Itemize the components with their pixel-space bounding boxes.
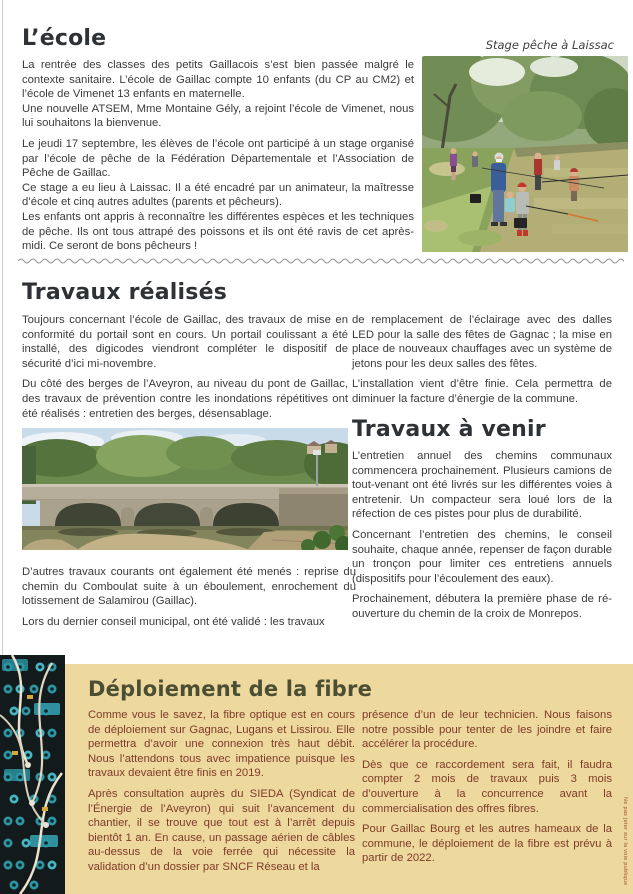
paragraph: L’entretien annuel des chemins communaux commencera prochainement. Plusieurs camions de tout-venant ont été livrés sur les différentes voies à entretenir. Un compacteur sera loué lors de la réfection de ces pistes pour plus de durabilité. <box>352 450 612 521</box>
photo-caption-stage-peche: Stage pêche à Laissac <box>485 38 614 52</box>
section-title-travaux-avenir: Travaux à venir <box>352 417 546 442</box>
paragraph: Ce stage a eu lieu à Laissac. Il a été encadré par un animateur, la maîtresse d’école et cinq autres adultes (parents et pêcheurs). <box>22 181 414 209</box>
paragraph: Lors du dernier conseil municipal, ont été validé : les travaux <box>22 615 325 628</box>
paragraph: Comme vous le savez, la fibre optique est en cours de déploiement sur Gagnac, Lugans et Lissirou. Elle permettra d’avoir une connexion très haut débit. Nous l’attendons tous avec impatience puisque les travaux devaient être finis en 2019. <box>88 709 355 780</box>
paragraph: La rentrée des classes des petits Gaillacois s’est bien passée malgré le contexte sanitaire. L’école de Gaillac compte 10 enfants (du CP au CM2) et l’école de Vimenet 13 enfants en maternelle. <box>22 59 414 101</box>
section-title-ecole: L’école <box>22 26 107 51</box>
vertical-note: Ne pas jeter sur la voie publique <box>622 797 628 886</box>
paragraph: Concernant l’entretien des chemins, le conseil souhaite, chaque année, repenser de façon durable un tronçon pour limiter ces entretiens annuels (dispositifs pour l’écoulement des eaux). <box>352 528 612 585</box>
travaux-left-column <box>22 313 348 421</box>
page-left-edge <box>2 0 3 658</box>
fibre-right-column <box>362 708 612 866</box>
fishing-at-pond-photo <box>422 56 628 252</box>
section-title-fibre: Déploiement de la fibre <box>88 677 373 701</box>
travaux-right-column <box>352 313 612 407</box>
paragraph: Une nouvelle ATSEM, Mme Montaine Gély, a rejoint l’école de Vimenet, nous lui souhaitons la bienvenue. <box>22 102 414 130</box>
travaux-avenir-column <box>352 449 612 622</box>
paragraph: Le jeudi 17 septembre, les élèves de l’école ont participé à un stage organisé par l’école de pêche de la Fédération Départementale et l’Association de Pêche de Gaillac. <box>22 137 414 180</box>
section-title-travaux-realises: Travaux réalisés <box>22 280 227 305</box>
paragraph: Dès que ce raccordement sera fait, il faudra compter 2 mois de travaux puis 3 mois d’ouverture à la concurrence avant la commercialisation des offres fibres. <box>362 758 612 815</box>
gaillac-bridge-photo <box>22 428 348 550</box>
paragraph: D’autres travaux courants ont également été menés : reprise du chemin du Comboulat suite à un éboulement, enrochement du lotissement de Salamirou (Gaillac). <box>22 566 356 608</box>
paragraph: Pour Gaillac Bourg et les autres hameaux de la commune, le déploiement de la fibre est prévu à partir de 2022. <box>362 823 612 865</box>
paragraph: Les enfants ont appris à reconnaître les différentes espèces et les techniques de pêche. Ils ont tous attrapé des poissons et ils ont été ravis de cet après-midi. Ce seront de bons pêcheurs ! <box>22 210 414 253</box>
paragraph: présence d’un de leur technicien. Nous faisons notre possible pour tenter de les joindre et faire accélérer la procédure. <box>362 709 612 751</box>
fiber-optic-panel-photo <box>0 655 65 894</box>
paragraph: Toujours concernant l’école de Gaillac, des travaux de mise en conformité du portail sont en cours. Un portail coulissant a été installé, des digicodes viendront compléter le dispositif de sécurité d’ici mi-novembre. <box>22 314 348 370</box>
paragraph: Du côté des berges de l’Aveyron, au niveau du pont de Gaillac, des travaux de prévention contre les inondations répétitives ont été réalisés : entretien des berges, désensablage. <box>22 378 348 420</box>
travaux-left-column-bottom <box>22 565 356 629</box>
paragraph: Prochainement, débutera la première phase de ré-ouverture du chemin de la croix de Monrepos. <box>352 593 612 620</box>
paragraph: L’installation vient d’être finie. Cela permettra de diminuer la facture d’énergie de la commune. <box>352 378 612 405</box>
paragraph: de remplacement de l’éclairage avec des dalles LED pour la salle des fêtes de Gagnac ; la mise en place de nouveaux chauffages avec un système de jetons pour les deux salles des fêtes. <box>352 314 612 370</box>
paragraph: Après consultation auprès du SIEDA (Syndicat de l’Énergie de l’Aveyron) qui suit l’avancement du chantier, il se trouve que tout est à l’arrêt depuis bientôt 1 an. En cause, un passage aérien de câbles au-dessus de la voie ferrée qui nécessite la validation d’un dossier par SNCF Réseau et la <box>88 787 355 873</box>
wavy-divider <box>18 256 624 266</box>
ecole-body <box>22 58 414 254</box>
fibre-left-column <box>88 708 355 875</box>
